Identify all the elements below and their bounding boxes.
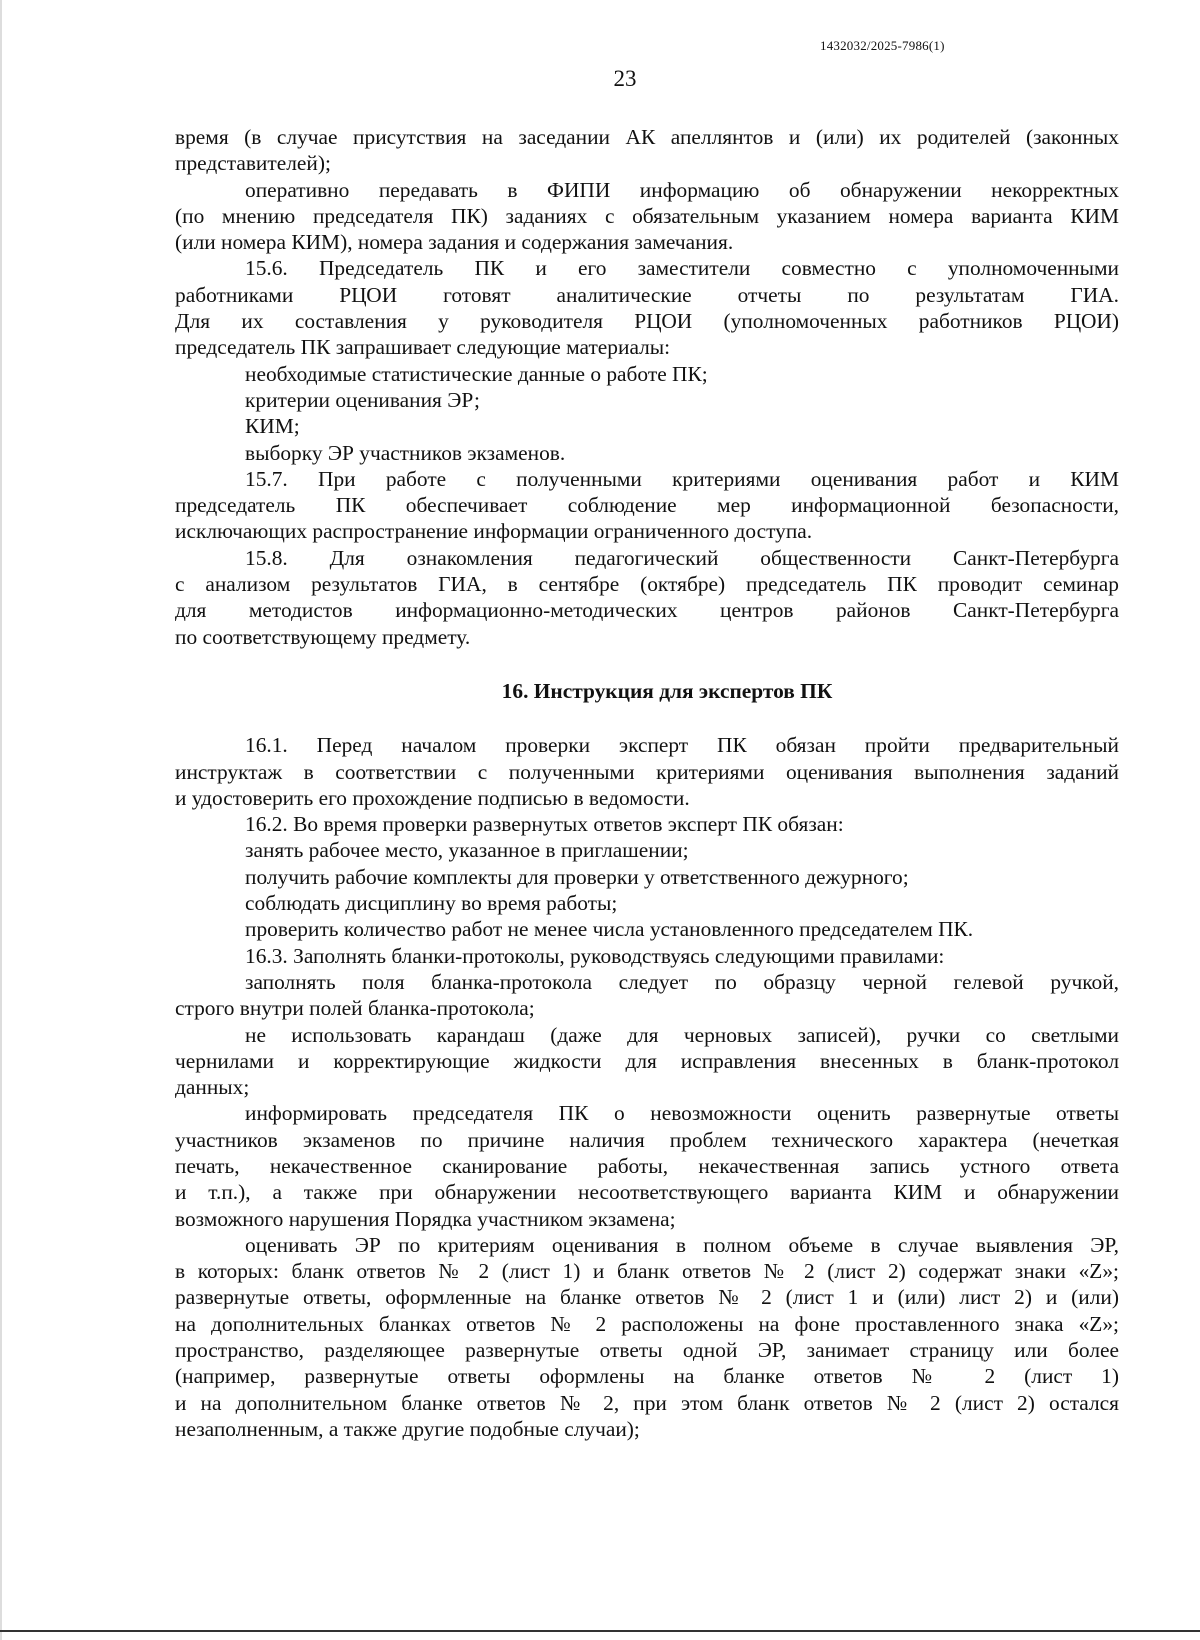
document-id: 1432032/2025-7986(1)	[820, 38, 945, 53]
text-line: работниками РЦОИ готовят аналитические отчеты по результатам ГИА.	[175, 282, 1119, 307]
page-number: 23	[613, 66, 637, 91]
text-line: и на дополнительном бланке ответов № 2, при этом бланк ответов № 2 (лист 2) остался	[175, 1390, 1119, 1415]
text-line: незаполненным, а также другие подобные случаи);	[175, 1416, 640, 1441]
text-line: информировать председателя ПК о невозможности оценить развернутые ответы	[245, 1101, 1119, 1126]
list-item: критерии оценивания ЭР;	[245, 387, 480, 412]
list-item: выборку ЭР участников экзаменов.	[245, 440, 566, 465]
text-line: участников экзаменов по причине наличия проблем технического характера (нечеткая	[175, 1127, 1119, 1152]
text-line: представителей);	[175, 151, 331, 176]
list-item: получить рабочие комплекты для проверки у ответственного дежурного;	[245, 864, 909, 889]
text-line: для методистов информационно-методических центров районов Санкт-Петербурга	[175, 598, 1119, 623]
text-line: исключающих распространение информации ограниченного доступа.	[175, 519, 813, 544]
text-line: с анализом результатов ГИА, в сентябре (октябре) председатель ПК проводит семинар	[175, 572, 1119, 597]
list-item: необходимые статистические данные о работе ПК;	[245, 361, 708, 386]
text-line: Для их составления у руководителя РЦОИ (уполномоченных работников РЦОИ)	[175, 309, 1119, 334]
text-line: данных;	[175, 1075, 250, 1100]
list-item: занять рабочее место, указанное в приглашении;	[245, 838, 689, 863]
text-line: оперативно передавать в ФИПИ информацию об обнаружении некорректных	[245, 177, 1119, 202]
text-line: строго внутри полей бланка-протокола;	[175, 996, 535, 1021]
text-line: председатель ПК запрашивает следующие материалы:	[175, 335, 671, 360]
clause-16-3: 16.3. Заполнять бланки-протоколы, руководствуясь следующими правилами:	[245, 943, 945, 968]
scan-bottom-edge	[0, 1630, 1200, 1632]
text-line: на дополнительных бланках ответов № 2 расположены на фоне проставленного знака «Z»;	[175, 1311, 1119, 1336]
text-line: (по мнению председателя ПК) заданиях с обязательным указанием номера варианта КИМ	[175, 203, 1119, 228]
list-item: проверить количество работ не менее числа установленного председателем ПК.	[245, 917, 974, 942]
text-line: возможного нарушения Порядка участником экзамена;	[175, 1206, 676, 1231]
clause-16-1: 16.1. Перед началом проверки эксперт ПК обязан пройти предварительный	[245, 733, 1119, 758]
clause-15-6: 15.6. Председатель ПК и его заместители совместно с уполномоченными	[245, 256, 1119, 281]
text-line: не использовать карандаш (даже для черновых записей), ручки со светлыми	[245, 1022, 1119, 1047]
text-line: (например, развернутые ответы оформлены на бланке ответов № 2 (лист 1)	[175, 1364, 1119, 1389]
text-line: председатель ПК обеспечивает соблюдение мер информационной безопасности,	[175, 493, 1119, 518]
list-item: соблюдать дисциплину во время работы;	[245, 891, 618, 916]
text-line: (или номера КИМ), номера задания и содержания замечания.	[175, 230, 734, 255]
text-line: печать, некачественное сканирование работы, некачественная запись устного ответа	[175, 1153, 1119, 1178]
section-heading: 16. Инструкция для экспертов ПК	[501, 678, 833, 703]
text-line: и т.п.), а также при обнаружении несоответствующего варианта КИМ и обнаружении	[175, 1180, 1119, 1205]
clause-16-2: 16.2. Во время проверки развернутых ответов эксперт ПК обязан:	[245, 812, 844, 837]
text-line: и удостоверить его прохождение подписью в ведомости.	[175, 785, 690, 810]
text-line: время (в случае присутствия на заседании АК апеллянтов и (или) их родителей (законных	[175, 125, 1119, 149]
text-line: пространство, разделяющее развернутые ответы одной ЭР, занимает страницу или более	[175, 1338, 1119, 1363]
text-line: в которых: бланк ответов № 2 (лист 1) и бланк ответов № 2 (лист 2) содержат знаки «Z»;	[175, 1259, 1119, 1284]
text-line: чернилами и корректирующие жидкости для исправления внесенных в бланк-протокол	[175, 1048, 1119, 1073]
text-line: по соответствующему предмету.	[175, 624, 471, 649]
text-line: оценивать ЭР по критериям оценивания в полном объеме в случае выявления ЭР,	[245, 1232, 1119, 1257]
text-line: инструктаж в соответствии с полученными критериями оценивания выполнения заданий	[175, 759, 1119, 784]
clause-15-8: 15.8. Для ознакомления педагогический общественности Санкт-Петербурга	[245, 545, 1119, 570]
text-line: развернутые ответы, оформленные на бланке ответов № 2 (лист 1 и (или) лист 2) и (или)	[175, 1285, 1119, 1310]
text-line: заполнять поля бланка-протокола следует по образцу черной гелевой ручкой,	[245, 969, 1119, 994]
scan-edge	[0, 0, 2, 1640]
list-item: КИМ;	[245, 414, 300, 439]
clause-15-7: 15.7. При работе с полученными критериями оценивания работ и КИМ	[245, 466, 1119, 491]
document-body	[175, 124, 1119, 1442]
